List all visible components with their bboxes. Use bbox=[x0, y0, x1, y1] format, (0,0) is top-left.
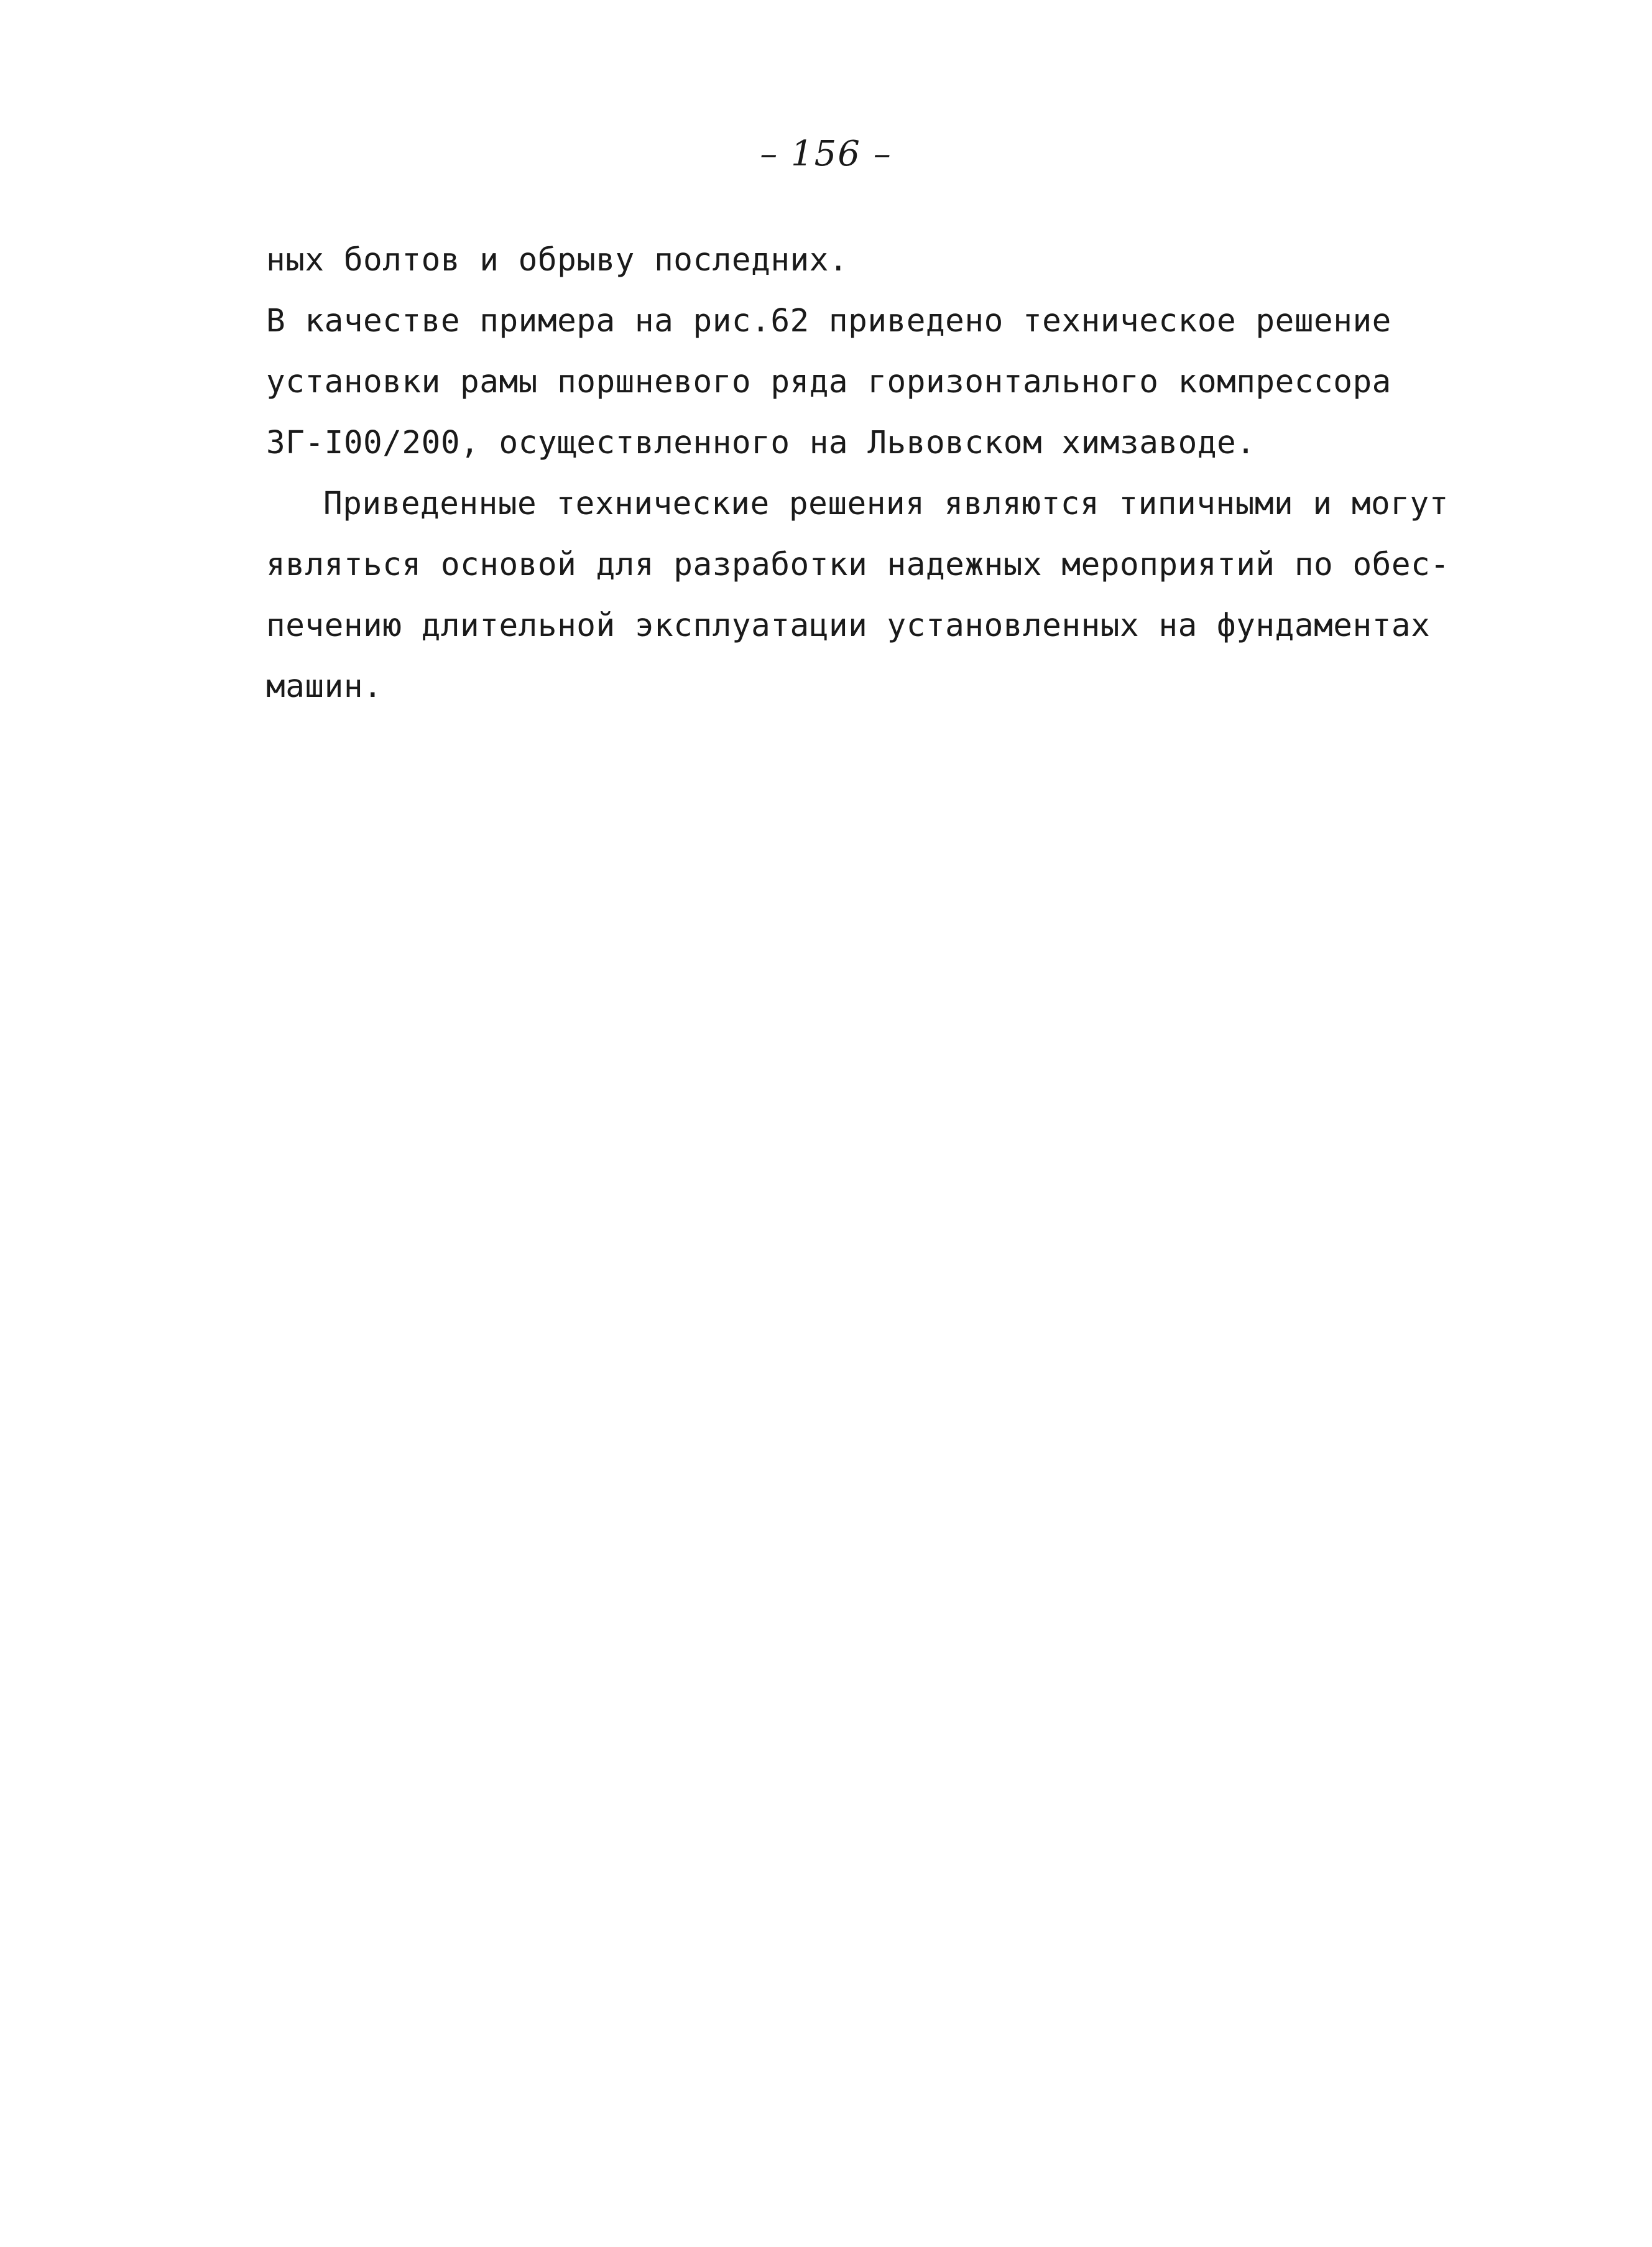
text-line: 3Г-I00/200, осуществленного на Львовском химзаводе. bbox=[266, 425, 1256, 461]
text-line: печению длительной эксплуатации установленных на фундаментах bbox=[266, 607, 1431, 644]
text-line: ных болтов и обрыву последних. bbox=[266, 242, 849, 279]
text-line: В качестве примера на рис.62 приведено техническое решение bbox=[266, 303, 1391, 339]
text-line: Приведенные технические решения являются типичными и могут bbox=[323, 486, 1449, 522]
text-line: машин. bbox=[266, 668, 383, 705]
text-line: являться основой для разработки надежных мероприятий по обес- bbox=[266, 547, 1450, 583]
body-text bbox=[266, 230, 1450, 717]
page-number: – 156 – bbox=[760, 134, 892, 174]
text-line: установки рамы поршневого ряда горизонтального компрессора bbox=[266, 364, 1391, 400]
